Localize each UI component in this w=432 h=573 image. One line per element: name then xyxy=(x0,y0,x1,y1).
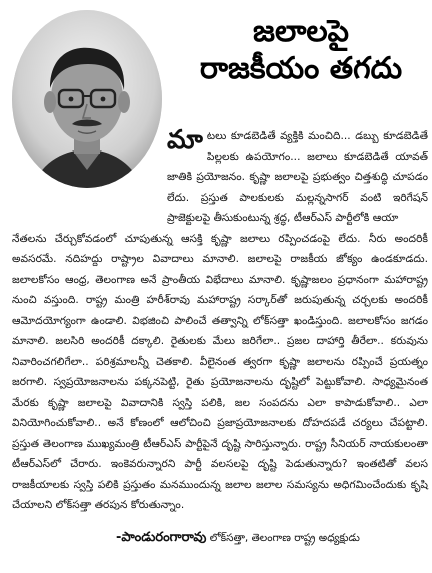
article-lead-text: టలు కూడబెడితే వ్యక్తికి మంచిది... డబ్బు కూడబెడితే పిల్లలకు ఉపయోగం... జలాలు కూడబెడితే యావత్‌ జాతికి ప్రయోజనం. కృష్ణా జలాలపై ప్రభుత్వం చిత్తశుద్ధి చూపడం లేదు. ప్రస్తుత పాలకులకు మల్లన్నసాగర్‌ వంటి ఇరిగేషన్‌ ప్రాజెక్టులపై తీసుకుంటున్న శ్రద్ధ, టీఆర్‌ఎస్‌ పార్టీలోకి ఆయా xyxy=(167,130,428,224)
article-body xyxy=(12,126,428,516)
headline-line-1: జలాలపై xyxy=(253,14,349,49)
news-clipping xyxy=(2,2,428,570)
drop-cap: మా xyxy=(167,125,203,155)
author-role: లోక్‌సత్తా, తెలంగాణ రాష్ట్ర అధ్యక్షుడు xyxy=(209,532,360,544)
headline-line-2: రాజకీయం తగదు xyxy=(199,50,403,86)
article-main-text: నేతలను చేర్చుకోవడంలో చూపుతున్న ఆసక్తి కృష్ణా జలాలు రప్పించడంపై లేదు. నీరు అందరికీ అవసరమే. నదిహద్దు రాష్ట్రాల వివాదాలు మానాలి. జలాలపై రాజకీయ జోక్యం ఉండకూడదు. జలాలకోసం ఆంధ్ర, తెలంగాణ అనే ప్రాంతీయ విభేదాలు మానాలి. కృష్ణాజలం ప్రధానంగా మహారాష్ట్ర నుంచి వస్తుంది. రాష్ట్ర మంత్రి హరీశ్‌రావు మహారాష్ట్ర సర్కార్‌తో జరుపుతున్న చర్చలకు అందరికీ ఆమోదయోగ్యంగా ఉండాలి. విభజించి పాలించే తత్వాన్ని లోక్‌సత్తా ఖండిస్తుంది. జలాలకోసం జగడం మానాలి. జలసిరి అందరికీ దక్కాలి. రైతులకు మేలు జరిగేలా.. ప్రజల దాహార్తి తీరేలా.. కరువును నివారించగలిగేలా.. పరిశ్రమాలన్నీ చెతకాలి. వీలైనంత త్వరగా కృష్ణా జలాలను రప్పించే ప్రయత్నం జరగాలి. స్వప్రయోజనాలను పక్కనపెట్టి, రైతు ప్రయోజనాలను దృష్టిలో పెట్టుకోవాలి. సాధ్యమైనంత మేరకు కృష్ణా జలాలపై వివాదానికి స్వస్తి పలికి, జల సంపదను ఎలా కాపాడుకోవాలి.. ఎలా వినియోగించుకోవాలి.. అనే కోణంలో ఆలోచించి ప్రజాప్రయోజనాలకు దోహదపడే చర్యలు చేపట్టాలి. ప్రస్తుత తెలంగాణ ముఖ్యమంత్రి టీఆర్‌ఎస్‌ పార్టీపైనే దృష్టి సారిస్తున్నారు. రాష్ట్ర సీనియర్‌ నాయకులంతా టీఆర్‌ఎస్‌లో చేరారు. ఇంకెవరున్నారని పార్టీ వలసలపై దృష్టి పెడుతున్నారు? ఇంతటితో వలస రాజకీయాలకు స్వస్తి పలికి ప్రస్తుతం మనముందున్న జలాల జలాల సమస్యను అధిగమించేందుకు కృషి చేయాలని లోక్‌సత్తా తరపున కోరుతున్నాం. xyxy=(12,232,428,511)
headline xyxy=(172,14,430,87)
author-name: -పాండురంగారావు xyxy=(116,530,207,545)
byline xyxy=(116,530,428,546)
article-lead xyxy=(167,126,428,229)
